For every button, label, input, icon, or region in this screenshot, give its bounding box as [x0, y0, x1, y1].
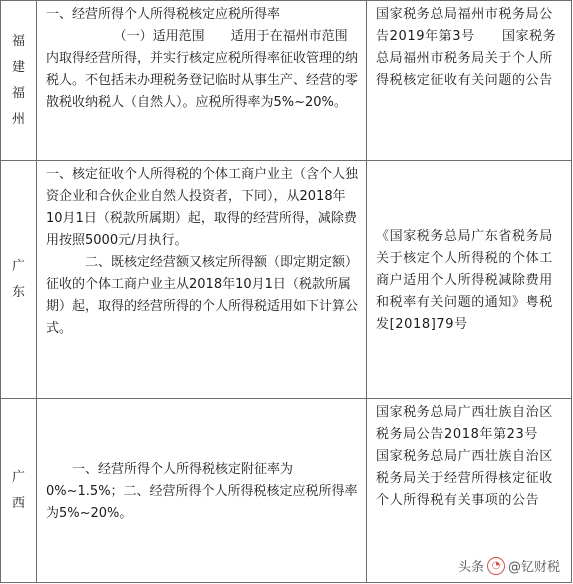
region-label: 福建福州: [11, 33, 25, 127]
source-cell: [367, 1, 572, 161]
region-cell: [1, 399, 37, 583]
content-paragraph: 一、经营所得个人所得税核定附征率为0%~1.5%；二、经营所得个人所得税核定应税所得率为5%~20%。: [46, 462, 358, 521]
watermark-logo-icon: ◔: [487, 557, 505, 575]
content-paragraph: 一、核定征收个人所得税的个体工商户业主（含个人独资企业和合伙企业自然人投资者，下同），从2018年10月1日（税款所属期）起，取得的经营所得，减除费用按照5000元/月执行。: [46, 167, 359, 248]
content-cell: [37, 161, 367, 399]
watermark-account: @钇财税: [507, 560, 560, 575]
table-row-fujian: [1, 1, 572, 161]
source-cell: [367, 161, 572, 399]
source-text: 《国家税务总局广东省税务局关于核定个人所得税的个体工商户适用个人所得税减除费用和税率有关问题的通知》粤税发[2018]79号: [376, 229, 553, 332]
region-cell: [1, 161, 37, 399]
region-label: 广东: [11, 258, 25, 300]
table-row-guangdong: [1, 161, 572, 399]
content-cell: [37, 1, 367, 161]
source-text: 国家税务总局福州市税务局公告2019年第3号 国家税务总局福州市税务局关于个人所得税核定征收有关问题的公告: [376, 7, 557, 88]
content-paragraph: （一）适用范围 适用于在福州市范围内取得经营所得，并实行核定应税所得率征收管理的纳税人。不包括未办理税务登记临时从事生产、经营的零散税收纳税人（自然人）。应税所得率为5%~20%。: [46, 29, 359, 110]
content-paragraph: 二、既核定经营额又核定所得额（即定期定额）征收的个体工商户业主从2018年10月1日（税款所属期）起，取得的经营所得的个人所得税适用如下计算公式。: [46, 255, 359, 336]
watermark: [455, 555, 563, 576]
region-cell: [1, 1, 37, 161]
source-text: 国家税务总局广西壮族自治区税务局公告2018年第23号 国家税务总局广西壮族自治区税务局关于经营所得核定征收个人所得税有关事项的公告: [376, 405, 566, 508]
region-label: 广西: [11, 469, 25, 511]
content-cell: [37, 399, 367, 583]
watermark-platform: 头条: [457, 560, 484, 575]
content-paragraph: 一、经营所得个人所得税核定应税所得率: [46, 7, 281, 22]
